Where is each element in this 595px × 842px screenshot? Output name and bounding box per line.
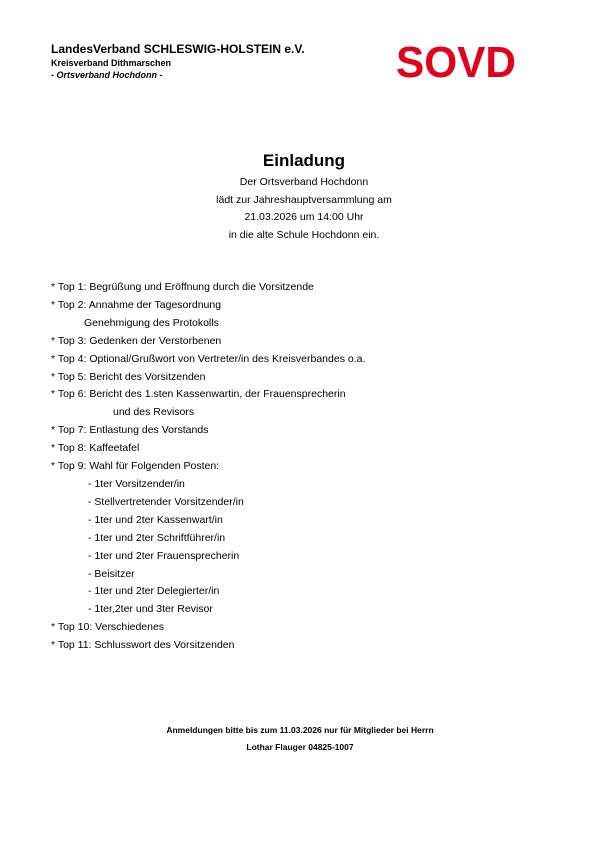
agenda-item: * Top 4: Optional/Grußwort von Vertreter/in des Kreisverbandes o.a.	[51, 352, 366, 365]
registration-line: Anmeldungen bitte bis zum 11.03.2026 nur für Mitglieder bei Herrn	[166, 725, 434, 735]
agenda-item: * Top 2: Annahme der Tagesordnung	[51, 298, 222, 311]
registration-note	[0, 722, 595, 756]
election-post: - Beisitzer	[88, 567, 135, 580]
election-post: - Stellvertretender Vorsitzender/in	[88, 495, 244, 508]
election-post: - 1ter und 2ter Delegierter/in	[88, 585, 220, 598]
election-post: - 1ter und 2ter Frauensprecherin	[88, 549, 240, 562]
sovd-logo	[396, 42, 516, 82]
org-name: LandesVerband SCHLESWIG-HOLSTEIN e.V.	[51, 42, 305, 56]
election-post: - 1ter Vorsitzender/in	[88, 477, 185, 490]
invitation-text	[0, 174, 595, 244]
local-name: - Ortsverband Hochdonn -	[51, 70, 163, 80]
intro-line: lädt zur Jahreshauptversammlung am	[216, 193, 392, 206]
election-post: - 1ter und 2ter Kassenwart/in	[88, 513, 223, 526]
intro-line: 21.03.2026 um 14:00 Uhr	[244, 211, 364, 223]
intro-line: Der Ortsverband Hochdonn	[239, 176, 369, 188]
contact-line: Lothar Flauger 04825-1007	[246, 742, 354, 752]
agenda-subitem: und des Revisors	[113, 406, 195, 419]
agenda-list	[51, 279, 571, 655]
agenda-item: * Top 11: Schlusswort des Vorsitzenden	[51, 639, 235, 652]
agenda-item: * Top 7: Entlastung des Vorstands	[51, 424, 209, 437]
election-post: - 1ter,2ter und 3ter Revisor	[88, 603, 213, 616]
letterhead	[51, 42, 371, 81]
page-title: Einladung	[262, 151, 346, 170]
agenda-subitem: Genehmigung des Protokolls	[84, 316, 219, 329]
agenda-item: * Top 1: Begrüßung und Eröffnung durch die Vorsitzende	[51, 281, 314, 293]
sovd-logo-text: SOVD	[396, 42, 516, 82]
agenda-item: * Top 8: Kaffeetafel	[51, 442, 140, 455]
election-post: - 1ter und 2ter Schriftführer/in	[88, 531, 226, 544]
intro-line: in die alte Schule Hochdonn ein.	[228, 228, 380, 241]
agenda-item: * Top 5: Bericht des Vorsitzenden	[51, 370, 206, 383]
agenda-item: * Top 9: Wahl für Folgenden Posten:	[51, 460, 220, 473]
agenda-item: * Top 10: Verschiedenes	[51, 621, 165, 634]
agenda-item: * Top 6: Bericht des 1.sten Kassenwartin, der Frauensprecherin	[51, 388, 346, 401]
agenda-item: * Top 3: Gedenken der Verstorbenen	[51, 334, 222, 347]
district-name: Kreisverband Dithmarschen	[51, 58, 172, 68]
